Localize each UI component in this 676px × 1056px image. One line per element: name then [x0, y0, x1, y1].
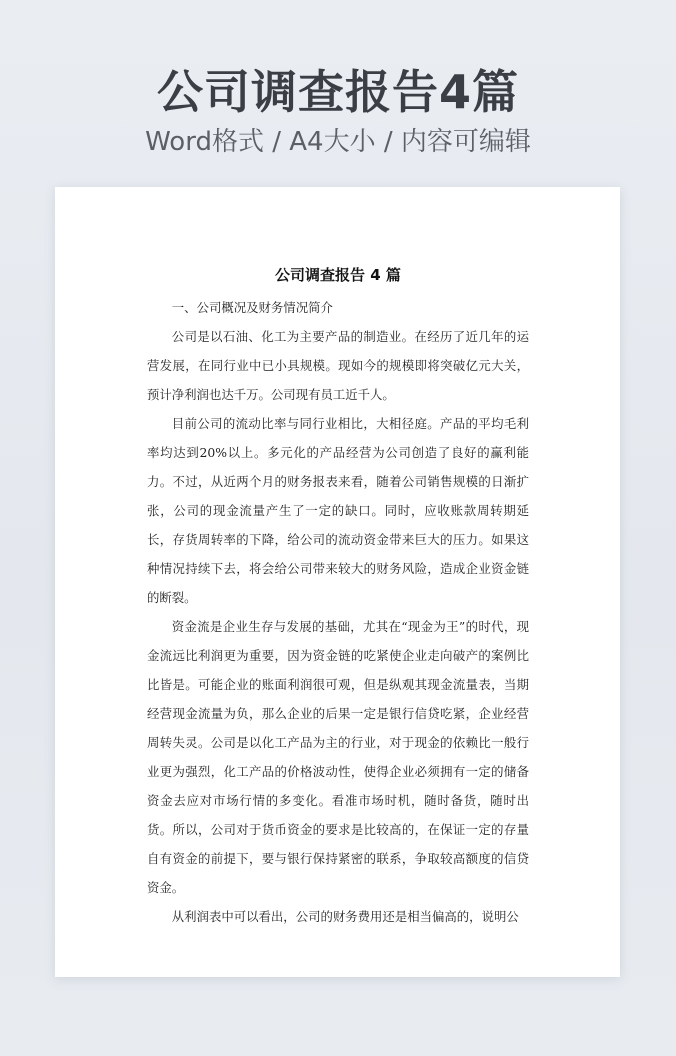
- section-heading: 一、公司概况及财务情况简介: [171, 300, 333, 315]
- document-title: 公司调查报告 4 篇: [275, 266, 401, 284]
- document-page: [55, 187, 620, 977]
- paragraph: 资金流是企业生存与发展的基础，尤其在“现金为王”的时代，现金流远比利润更为重要，因为资金链的吃紧使企业走向破产的案例比比皆是。可能企业的账面利润很可观，但是纵观其现金流量表，当期经营现金流量为负，那么企业的后果一定是银行信贷吃紧，企业经营周转失灵。公司是以化工产品为主的行业，对于现金的依赖比一般行业更为强烈，化工产品的价格波动性，使得企业必须拥有一定的储备资金去应对市场行情的多变化。看准市场时机，随时备货，随时出货。所以，公司对于货币资金的要求是比较高的，在保证一定的存量自有资金的前提下，要与银行保持紧密的联系，争取较高额度的信贷资金。: [147, 619, 529, 895]
- paragraph: 目前公司的流动比率与同行业相比，大相径庭。产品的平均毛利率均达到20%以上。多元化的产品经营为公司创造了良好的赢利能力。不过，从近两个月的财务报表来看，随着公司销售规模的日渐扩张，公司的现金流量产生了一定的缺口。同时，应收账款周转期延长，存货周转率的下降，给公司的流动资金带来巨大的压力。如果这种情况持续下去，将会给公司带来较大的财务风险，造成企业资金链的断裂。: [147, 416, 529, 605]
- paragraph: 从利润表中可以看出，公司的财务费用还是相当偏高的，说明公: [171, 909, 519, 924]
- paragraph: 公司是以石油、化工为主要产品的制造业。在经历了近几年的运营发展，在同行业中已小具规模。现如今的规模即将突破亿元大关，预计净利润也达千万。公司现有员工近千人。: [147, 329, 529, 402]
- banner-subtitle: Word格式 / A4大小 / 内容可编辑: [145, 127, 531, 157]
- banner-title: 公司调查报告4篇: [156, 65, 519, 119]
- document-body: [147, 257, 529, 931]
- header-banner: [0, 62, 676, 160]
